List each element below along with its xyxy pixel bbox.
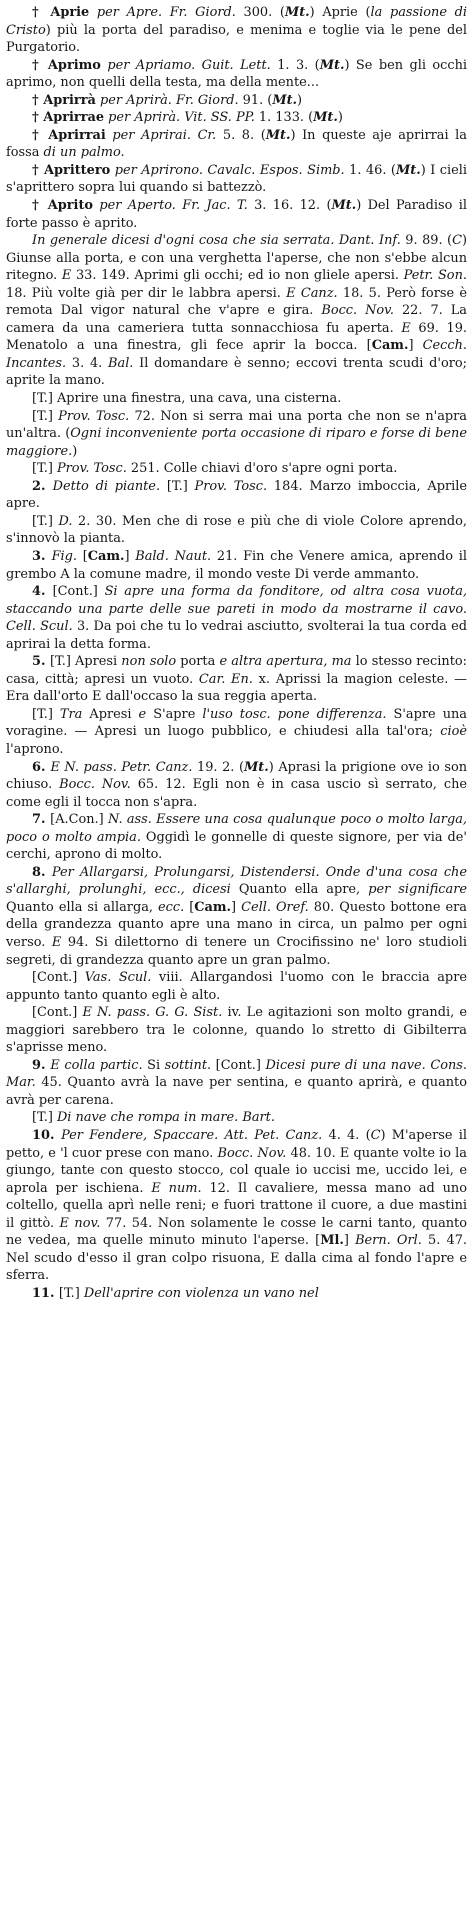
bold-text: † Aprirrà (32, 92, 96, 108)
bold-text: † Aprirrai (32, 127, 106, 143)
text-run: ) M'aperse il petto, e 'l cuor prese con mano. (6, 1128, 467, 1161)
text-run: 1. 3. ( (270, 57, 320, 73)
italic-text: Si apre una forma da fonditore, od altra cosa vuota, staccando una parte delle sue pareti in modo da mostrarne il cavo. Cell. Scul. (6, 584, 467, 635)
entry-paragraph (6, 127, 467, 162)
italic-text: E (61, 268, 72, 284)
italic-text: di un palmo. (43, 145, 125, 161)
italic-text: Bocc. Nov. (321, 303, 394, 319)
bold-text: Cam. (371, 338, 409, 354)
text-run: Si (142, 1057, 165, 1073)
text-run: [Cont.] (32, 1005, 83, 1021)
bold-text: Mt. (244, 759, 269, 775)
text-run: [T.] (32, 461, 57, 477)
text-run: ) In queste aje aprirrai la fossa (6, 127, 467, 161)
italic-text: per Aprirai. Cr. (105, 127, 217, 143)
text-run: Quanto ella si allarga, (6, 899, 159, 915)
text-run: ) (337, 110, 343, 126)
text-run: [T.] (32, 513, 59, 529)
text-run: ) Del Paradiso il forte passo è aprito. (6, 198, 467, 231)
text-run: ) Giunse alla porta, e con una verghetta l'aperse, che non s'ebbe alcun ritegno. (6, 233, 467, 284)
text-run: [Cont.] (52, 584, 105, 600)
italic-text: per significare (368, 882, 467, 898)
italic-text: Prov. Tosc. (58, 408, 130, 424)
text-run: 3. 4. (66, 355, 109, 371)
italic-text: Dell'aprire con violenza un vano nel (83, 1285, 319, 1301)
text-run: 3. Da poi che tu lo vedrai asciutto, svolterai la tua corda ed aprirai la detta forma. (6, 619, 467, 652)
italic-text: Prov. Tosc. (56, 461, 127, 477)
text-run: x. Aprissi la magion celeste. — Era dall'orto E dall'occaso la sua reggia aperta. (6, 671, 467, 705)
text-run: 1. 46. ( (344, 162, 396, 178)
italic-text: E num. (151, 1180, 202, 1196)
bold-text: Mt. (284, 5, 310, 20)
italic-text: sottint. (164, 1057, 212, 1073)
text-run: 69. 19. Menatolo a una finestra, gli fece aprir la bocca. [ (6, 320, 468, 354)
text-run: [T.] Aprire una finestra, una cava, una cisterna. (32, 391, 342, 407)
italic-text: Cell. Oref. (241, 899, 309, 915)
bold-text: 10. (32, 1128, 62, 1143)
italic-text: C (370, 1128, 381, 1143)
text-run: S'apre (146, 706, 203, 722)
bold-text: 6. (32, 759, 51, 775)
bold-text: Ml. (320, 1233, 344, 1249)
text-run: 91. ( (238, 92, 273, 108)
entry-paragraph (6, 513, 467, 548)
italic-text: per Apriamo. Guit. Lett. (100, 57, 271, 73)
text-run: Oggidì le gonnelle di queste signore, per via de' cerchi, aprono di molto. (6, 829, 467, 863)
bold-text: 2. (32, 478, 53, 494)
text-run: 5. 8. ( (216, 127, 266, 143)
text-run: 65. 12. Egli non è in casa uscio sì serrato, che come egli il tocca non s'apra. (6, 777, 468, 810)
text-run: 2. 30. Men che di rose e più che di viole Colore aprendo, s'innovò la pianta. (6, 513, 467, 547)
entry-paragraph (6, 408, 467, 461)
text-run: 77. 54. Non solamente le cosse le carni tanto, quanto ne vedea, ma quelle minuto minuto l'aperse. [ (6, 1215, 467, 1249)
italic-text: e altra apertura, ma (219, 654, 352, 670)
text-run: Quanto ella apre, (230, 882, 369, 898)
entry-paragraph (6, 57, 467, 92)
italic-text: l'uso tosc. pone differenza. (202, 706, 387, 722)
entry-paragraph (6, 232, 467, 390)
italic-text: non solo (121, 654, 177, 670)
entry-paragraph (6, 390, 467, 408)
bold-text: Mt. (313, 110, 338, 126)
italic-text: Bal. (108, 355, 134, 371)
bold-text: † Aprie (32, 5, 90, 20)
italic-text: cioè (440, 724, 467, 740)
text-run: ) (297, 92, 303, 108)
text-run: porta (176, 654, 220, 670)
entry-paragraph (6, 653, 467, 706)
italic-text: E nov. (59, 1215, 101, 1231)
text-run: [T.] (32, 408, 59, 424)
bold-text: 4. (32, 584, 53, 600)
text-run: 9. 89. ( (400, 233, 453, 249)
text-run: [Cont.] (32, 970, 85, 986)
italic-text: Per Allargarsi, Prolungarsi, Distendersi. Onde d'una cosa che s'allarghi, prolunghi, ecc., dicesi (6, 864, 467, 898)
entry-paragraph (6, 1127, 467, 1285)
text-run: 18. Più volte già per dir le labbra apersi. (6, 285, 287, 301)
text-run: ) Aprasi la prigione ove io son chiuso. (6, 759, 468, 793)
italic-text: D. (58, 513, 73, 529)
entry-paragraph (6, 1057, 467, 1110)
text-run: lo stesso recinto: casa, città; apresi un vuoto. (6, 654, 467, 687)
entry-paragraph (6, 969, 467, 1004)
entry-paragraph (6, 811, 467, 864)
text-run: [T.] Apresi (50, 654, 122, 670)
text-run: 72. Non si serra mai una porta che non se n'apra un'altra. ( (6, 408, 467, 442)
italic-text: e (138, 706, 147, 722)
italic-text: Dicesi pure di una nave. Cons. Mar. (6, 1057, 467, 1091)
text-run: Il domandare è senno; eccovi trenta scudi d'oro; aprite la mano. (6, 355, 467, 389)
text-run: viii. Allargandosi l'uomo con le braccia apre appunto tanto quanto egli è alto. (6, 970, 467, 1003)
italic-text: Ogni inconveniente porta occasione di riparo e forse di bene maggiore. (6, 426, 467, 459)
entry-paragraph (6, 92, 467, 110)
text-run: 251. Colle chiavi d'oro s'apre ogni porta. (126, 461, 398, 477)
text-run: ) Se ben gli occhi aprimo, non quelli della testa, ma della mente... (6, 57, 468, 91)
text-run: ] (124, 548, 136, 564)
italic-text: E N. pass. Petr. Canz. (50, 759, 193, 775)
italic-text: Fig. (51, 548, 77, 564)
text-run: 3. 16. 12. ( (247, 198, 332, 214)
entry-paragraph (6, 460, 467, 478)
text-run: 12. Il cavaliere, messa mano ad uno coltello, quella aprì nelle reni; e fuori trattone il cuore, a due mastini il gittò. (6, 1180, 467, 1231)
italic-text: Di nave che rompa in mare. Bart. (56, 1110, 275, 1126)
entry-paragraph (6, 1109, 467, 1127)
italic-text: per Aprirà. Fr. Giord. (95, 92, 239, 108)
italic-text: C (452, 233, 462, 249)
bold-text: † Aprito (32, 198, 93, 214)
text-run: 33. 149. Aprimi gli occhi; ed io non gliele apersi. (71, 268, 404, 284)
italic-text: E Canz. (286, 285, 338, 301)
italic-text: Car. En. (198, 671, 253, 687)
entry-paragraph (6, 478, 467, 513)
text-run: 48. 10. E quante volte io la giungo, tante con questo stocco, col quale io uccisi me, uccido lei, e aprola per ischiena. (6, 1145, 467, 1196)
italic-text: E colla partic. (50, 1057, 143, 1073)
bold-text: Mt. (331, 198, 357, 214)
entry-paragraph (6, 864, 467, 969)
bold-text: Mt. (395, 162, 421, 178)
text-run: 5. 47. Nel scudo d'esso il gran colpo risuona, E dalla cima al fondo l'apre e sferra. (6, 1233, 467, 1284)
entry-paragraph (6, 197, 467, 232)
italic-text: ecc. (158, 899, 185, 915)
text-run: ] (231, 899, 242, 915)
text-run: [Cont.] (211, 1057, 266, 1073)
italic-text: In generale dicesi d'ogni cosa che sia serrata. Dant. Inf. (32, 233, 401, 249)
text-run: 4. 4. ( (322, 1128, 371, 1143)
italic-text: E N. pass. G. G. Sist. (82, 1005, 223, 1021)
text-run: [T.] (32, 706, 60, 722)
text-run: [A.Con.] (50, 812, 108, 828)
text-run: ) più la porta del paradiso, e menima e toglie via le pene del Purgatorio. (6, 22, 467, 56)
bold-text: Mt. (265, 127, 291, 143)
text-run: ) (72, 443, 78, 459)
text-run: 80. Questo bottone era della grandezza quanto apre una mano in circa, un palmo per ogni verso. (6, 899, 467, 950)
text-run: [T.] (160, 478, 195, 494)
italic-text: Petr. Son. (403, 268, 467, 284)
bold-text: † Aprimo (32, 57, 101, 73)
italic-text: E (401, 320, 411, 336)
entry-paragraph (6, 706, 467, 759)
bold-text: Mt. (272, 92, 298, 108)
text-run: 45. Quanto avrà la nave per sentina, e quanto aprirà, e quanto avrà per carena. (6, 1075, 467, 1108)
bold-text: Mt. (319, 57, 345, 73)
italic-text: Bald. Naut. (135, 548, 212, 564)
entry-paragraph (6, 162, 467, 197)
text-run: [ (184, 899, 195, 915)
italic-text: Vas. Scul. (84, 970, 152, 986)
entry-paragraph (6, 4, 467, 57)
italic-text: la passione di Cristo (6, 5, 467, 38)
text-run: [ (77, 548, 88, 564)
text-run: 18. 5. Però forse è remota Dal vigor natural che v'apre e gira. (6, 285, 467, 319)
text-run: ] (408, 338, 423, 354)
entry-paragraph (6, 548, 467, 583)
text-run: S'apre una voragine. — Apresi un luogo pubblico, e chiudesi alla tal'ora; (6, 706, 467, 740)
entry-paragraph (6, 583, 467, 653)
italic-text: Cecch. Incantes. (6, 338, 467, 371)
text-run: 94. Si dilettorno di tenere un Crocifissino ne' loro studioli segreti, di grandezza quanto apre un gran palmo. (6, 934, 467, 968)
bold-text: Cam. (87, 548, 125, 564)
text-run: 300. ( (235, 5, 285, 20)
bold-text: 9. (32, 1057, 51, 1073)
text-run: 184. Marzo imboccia, Aprile apre. (6, 478, 467, 512)
italic-text: per Aprirono. Cavalc. Espos. Simb. (110, 162, 345, 178)
text-run: ) Aprie ( (309, 5, 371, 20)
bold-text: 7. (32, 812, 51, 828)
italic-text: E (51, 934, 62, 950)
text-run: 1. 133. ( (254, 110, 314, 126)
text-run: iv. Le agitazioni son molto grandi, e maggiori sarebbero tra le colonne, quando lo stretto di Gibilterra s'aprisse meno. (6, 1005, 467, 1056)
text-run: 21. Fin che Venere amica, aprendo il grembo A la comune madre, il mondo veste Di verde ammanto. (6, 548, 467, 582)
bold-text: 3. (32, 548, 52, 564)
italic-text: Per Fendere, Spaccare. Att. Pet. Canz. (61, 1128, 323, 1143)
italic-text: Prov. Tosc. (194, 478, 268, 494)
italic-text: Bocc. Nov. (217, 1145, 287, 1161)
bold-text: † Aprittero (32, 162, 111, 178)
text-run: ] (343, 1233, 356, 1249)
italic-text: N. ass. Essere una cosa qualunque poco o molto larga, poco o molto ampia. (6, 812, 467, 845)
text-run: 22. 7. La camera da una cameriera tutta sonnacchiosa fu aperta. (6, 303, 467, 336)
text-run: l'aprono. (6, 741, 64, 757)
italic-text: Bern. Orl. (355, 1233, 422, 1249)
text-run: Apresi (82, 706, 139, 722)
text-run: 19. 2. ( (192, 759, 245, 775)
italic-text: Tra (59, 706, 83, 722)
bold-text: † Aprirrae (32, 110, 105, 126)
entry-paragraph (6, 1285, 467, 1303)
bold-text: 5. (32, 654, 51, 670)
bold-text: 11. (32, 1285, 59, 1301)
entry-paragraph (6, 109, 467, 127)
entry-paragraph (6, 1004, 467, 1057)
italic-text: per Aperto. Fr. Jac. T. (93, 198, 248, 214)
italic-text: Detto di piante. (52, 478, 161, 494)
text-run: ) I cieli s'aprittero sopra lui quando si battezzò. (6, 162, 468, 196)
text-run: [T.] (32, 1110, 57, 1126)
entry-paragraph (6, 759, 467, 812)
bold-text: Cam. (194, 899, 232, 915)
italic-text: Bocc. Nov. (59, 777, 131, 793)
italic-text: per Aprirà. Vit. SS. PP. (104, 110, 255, 126)
text-run: [T.] (58, 1285, 84, 1301)
italic-text: per Apre. Fr. Giord. (89, 5, 236, 20)
bold-text: 8. (32, 864, 52, 880)
